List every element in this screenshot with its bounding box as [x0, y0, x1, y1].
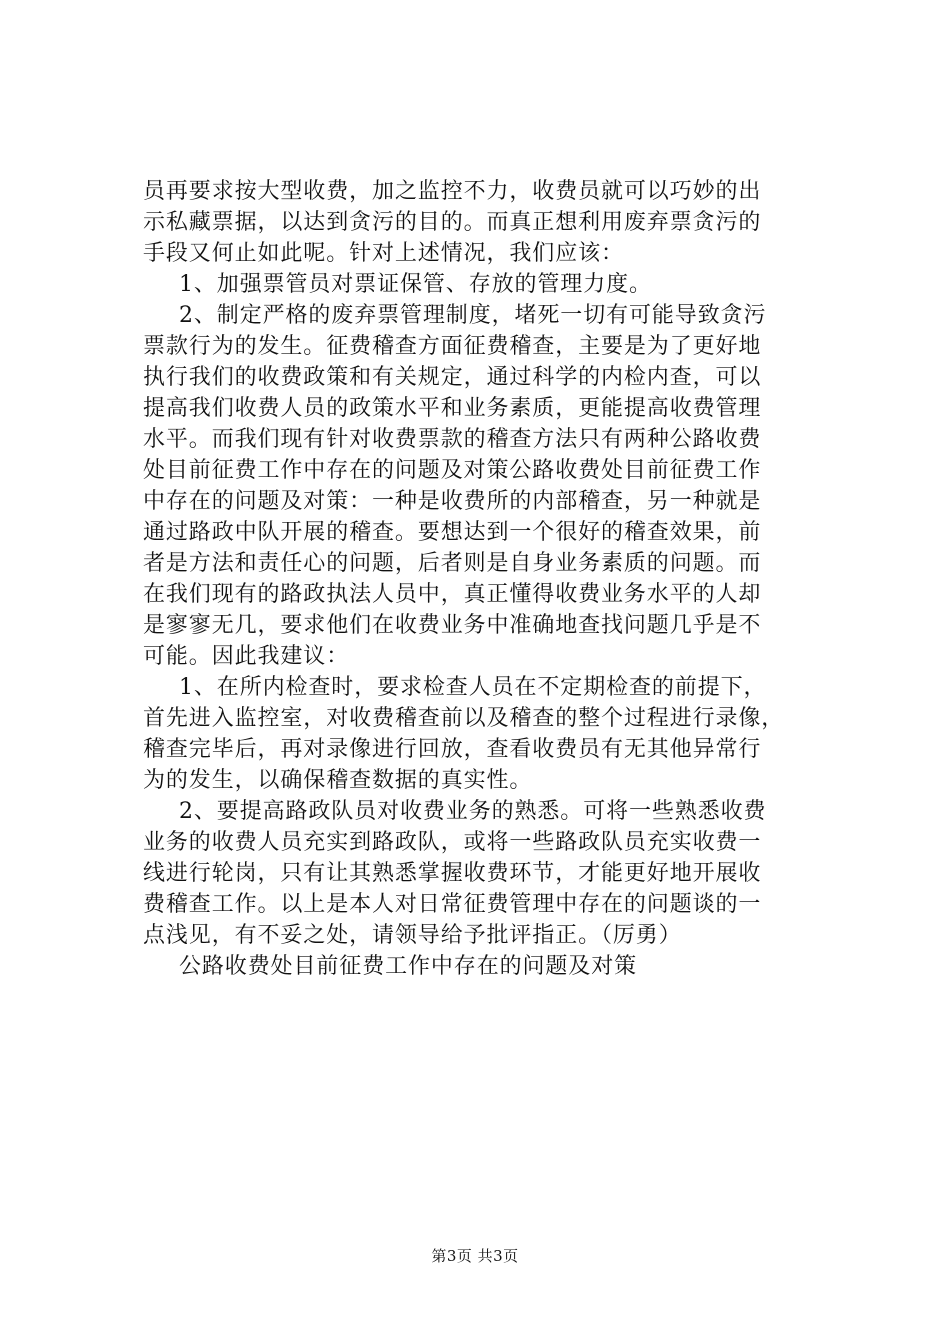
text-line: 1、加强票管员对票证保管、存放的管理力度。	[179, 272, 652, 297]
text-line: 首先进入监控室，对收费稽查前以及稽查的整个过程进行录像，	[143, 706, 785, 731]
text-line: 在我们现有的路政执法人员中，真正懂得收费业务水平的人却	[143, 582, 762, 607]
text-line: 示私藏票据，以达到贪污的目的。而真正想利用废弃票贪污的	[143, 210, 762, 235]
text-line: 2、要提高路政队员对收费业务的熟悉。可将一些熟悉收费	[179, 799, 767, 824]
document-body	[143, 176, 811, 982]
text-line: 手段又何止如此呢。针对上述情况，我们应该：	[143, 241, 624, 266]
text-line: 费稽查工作。以上是本人对日常征费管理中存在的问题谈的一	[143, 892, 762, 917]
text-line: 提高我们收费人员的政策水平和业务素质，更能提高收费管理	[143, 396, 762, 421]
text-line: 通过路政中队开展的稽查。要想达到一个很好的稽查效果，前	[143, 520, 762, 545]
text-line: 员再要求按大型收费，加之监控不力，收费员就可以巧妙的出	[143, 179, 762, 204]
text-line: 1、在所内检查时，要求检查人员在不定期检查的前提下，	[179, 675, 767, 700]
text-line: 是寥寥无几，要求他们在收费业务中准确地查找问题几乎是不	[143, 613, 762, 638]
page-footer: 第3页 共3页	[431, 1247, 519, 1265]
text-line: 2、制定严格的废弃票管理制度，堵死一切有可能导致贪污	[179, 303, 767, 328]
text-line: 者是方法和责任心的问题，后者则是自身业务素质的问题。而	[143, 551, 762, 576]
text-line: 业务的收费人员充实到路政队，或将一些路政队员充实收费一	[143, 830, 762, 855]
text-line: 可能。因此我建议：	[143, 644, 350, 669]
text-line: 点浅见，有不妥之处，请领导给予批评指正。（厉勇）	[143, 923, 682, 948]
text-line: 线进行轮岗，只有让其熟悉掌握收费环节，才能更好地开展收	[143, 861, 762, 886]
text-line: 为的发生，以确保稽查数据的真实性。	[143, 768, 533, 793]
text-line: 执行我们的收费政策和有关规定，通过科学的内检内查，可以	[143, 365, 762, 390]
text-line: 公路收费处目前征费工作中存在的问题及对策	[179, 954, 638, 979]
text-line: 水平。而我们现有针对收费票款的稽查方法只有两种公路收费	[143, 427, 762, 452]
text-line: 票款行为的发生。征费稽查方面征费稽查，主要是为了更好地	[143, 334, 762, 359]
text-line: 处目前征费工作中存在的问题及对策公路收费处目前征费工作	[143, 458, 762, 483]
text-line: 中存在的问题及对策：一种是收费所的内部稽查，另一种就是	[143, 489, 762, 514]
text-line: 稽查完毕后，再对录像进行回放，查看收费员有无其他异常行	[143, 737, 762, 762]
